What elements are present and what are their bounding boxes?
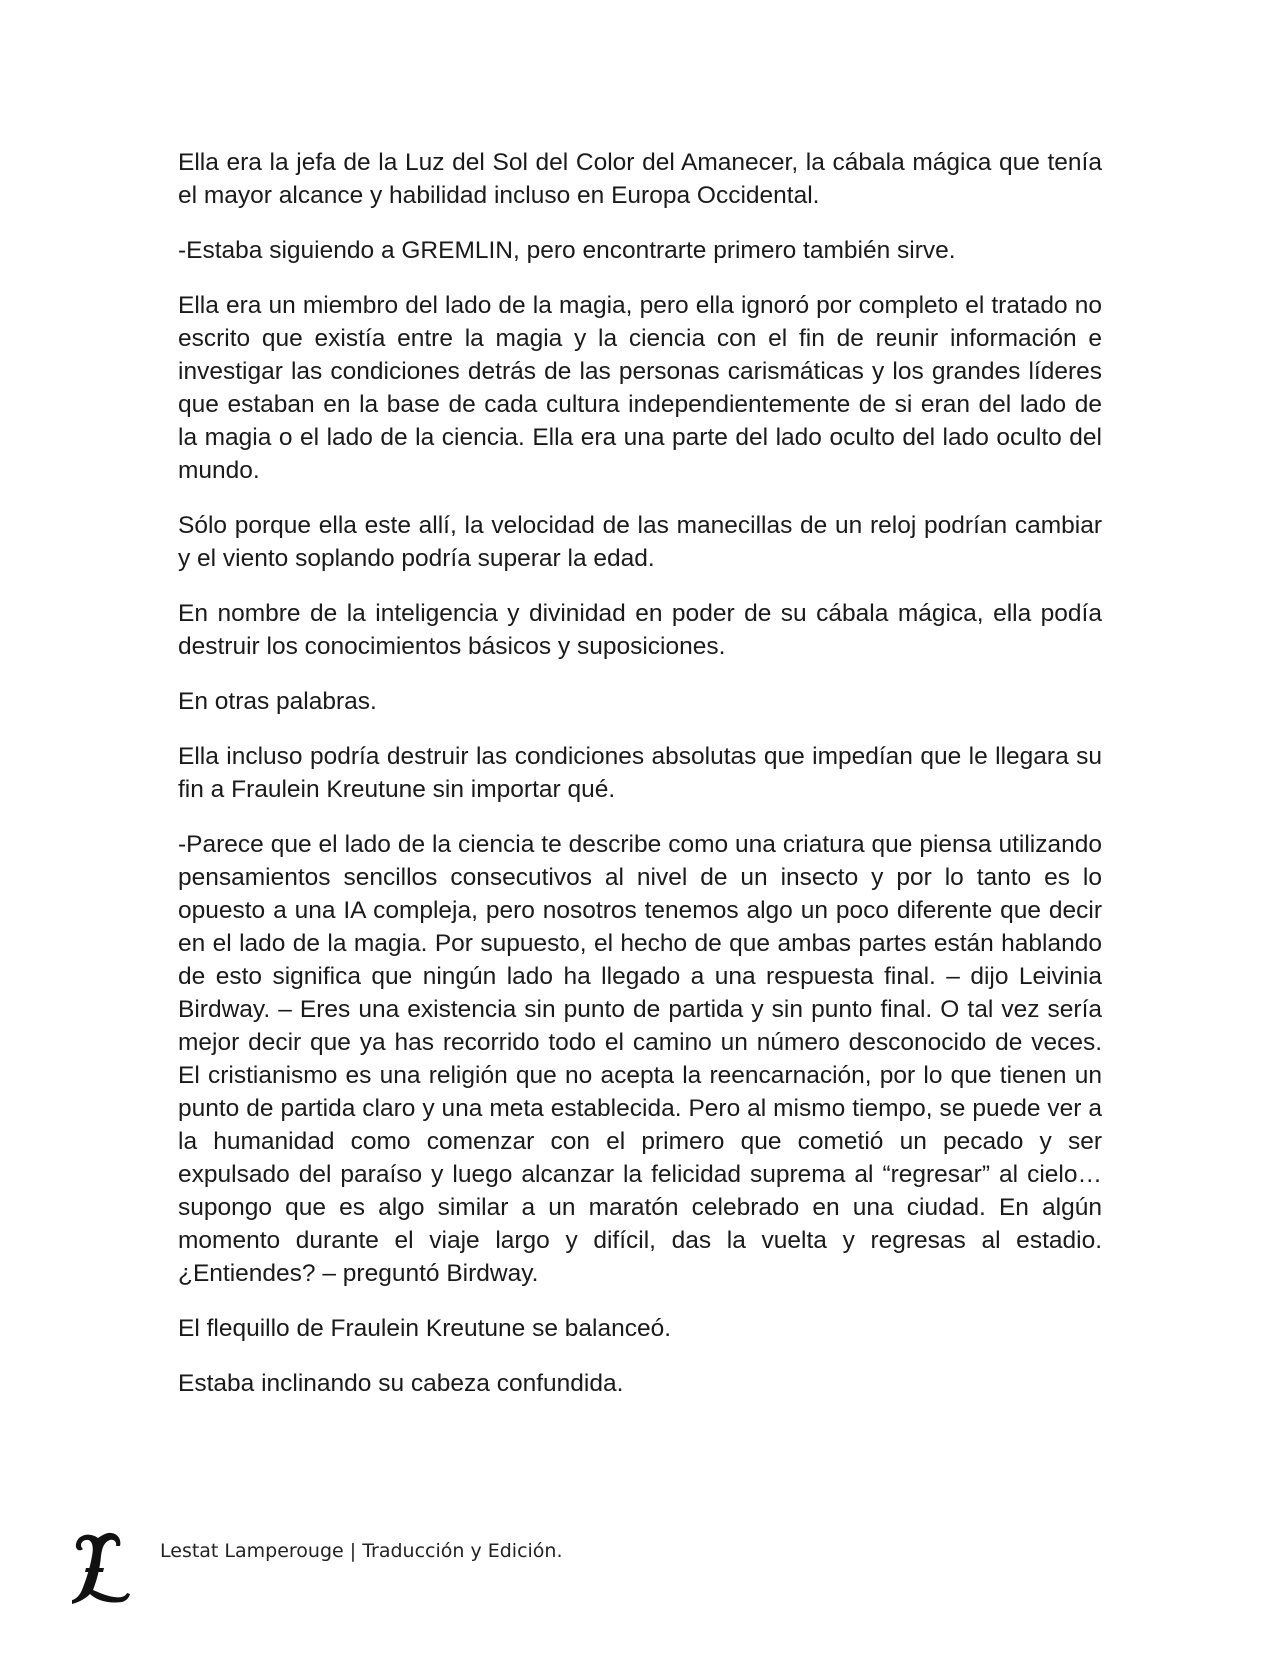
paragraph: En otras palabras. (178, 688, 377, 715)
paragraph: -Estaba siguiendo a GREMLIN, pero encontrarte primero también sirve. (178, 237, 956, 264)
gothic-l-logo-icon (68, 1528, 132, 1608)
paragraph: Sólo porque ella este allí, la velocidad de las manecillas de un reloj podrían cambiar y el viento soplando podría superar la edad. (178, 512, 1102, 572)
paragraph: El flequillo de Fraulein Kreutune se balanceó. (178, 1315, 672, 1342)
paragraph: Estaba inclinando su cabeza confundida. (178, 1370, 624, 1397)
paragraph: -Parece que el lado de la ciencia te describe como una criatura que piensa utilizando pensamientos sencillos consecutivos al nivel de un insecto y por lo tanto es lo opuesto a una IA compleja, pero nosotros tenemos algo un poco diferente que decir en el lado de la magia. Por supuesto, el hecho de que ambas partes están hablando de esto significa que ningún lado ha llegado a una respuesta final. – dijo Leivinia Birdway. – Eres una existencia sin punto de partida y sin punto final. O tal vez sería mejor decir que ya has recorrido todo el camino un número desconocido de veces. El cristianismo es una religión que no acepta la reencarnación, por lo que tienen un punto de partida claro y una meta establecida. Pero al mismo tiempo, se puede ver a la humanidad como comenzar con el primero que cometió un pecado y ser expulsado del paraíso y luego alcanzar la felicidad suprema al “regresar” al cielo…supongo que es algo similar a un maratón celebrado en una ciudad. En algún momento durante el viaje largo y difícil, das la vuelta y regresas al estadio. ¿Entiendes? – preguntó Birdway. (178, 831, 1102, 1287)
paragraph: Ella era la jefa de la Luz del Sol del Color del Amanecer, la cábala mágica que tenía el mayor alcance y habilidad incluso en Europa Occidental. (178, 149, 1102, 209)
page-footer (68, 1528, 768, 1618)
paragraph: Ella incluso podría destruir las condiciones absolutas que impedían que le llegara su fin a Fraulein Kreutune sin importar qué. (178, 743, 1102, 803)
paragraph: Ella era un miembro del lado de la magia, pero ella ignoró por completo el tratado no escrito que existía entre la magia y la ciencia con el fin de reunir información e investigar las condiciones detrás de las personas carismáticas y los grandes líderes que estaban en la base de cada cultura independientemente de si eran del lado de la magia o el lado de la ciencia. Ella era una parte del lado oculto del lado oculto del mundo. (178, 292, 1102, 484)
paragraph: En nombre de la inteligencia y divinidad en poder de su cábala mágica, ella podía destruir los conocimientos básicos y suposiciones. (178, 600, 1102, 660)
document-body (178, 146, 1102, 1422)
footer-credit: Lestat Lamperouge | Traducción y Edición. (160, 1540, 563, 1562)
